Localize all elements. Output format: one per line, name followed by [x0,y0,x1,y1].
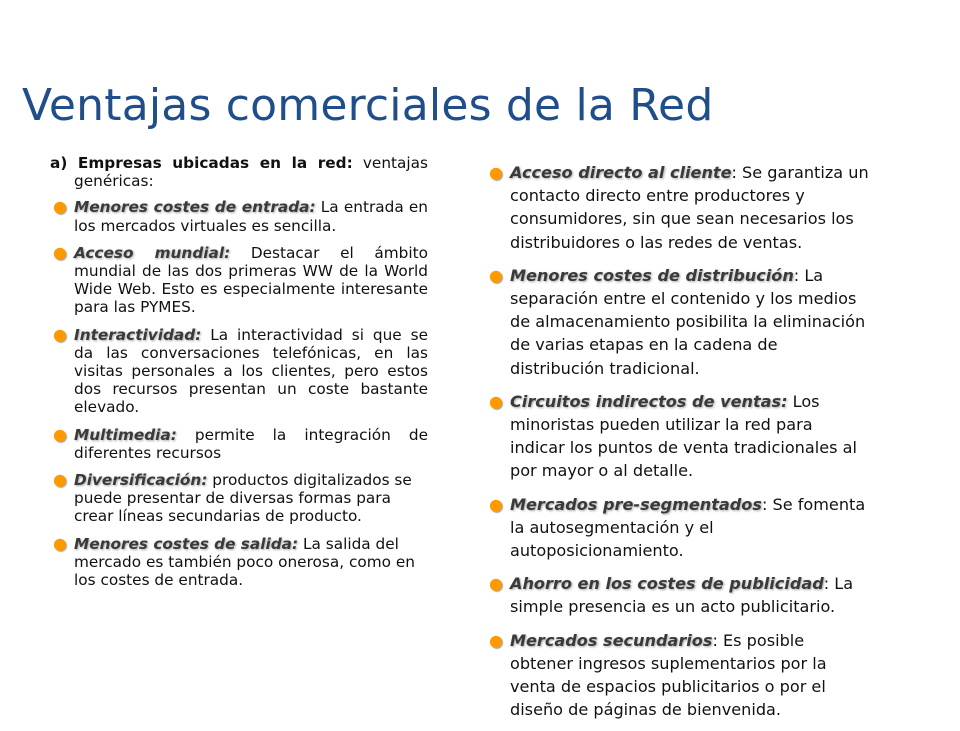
bullet-icon: ● [53,242,67,262]
bullet-icon: ● [53,533,67,553]
item-text: : La simple presencia es un acto publicitario. [510,574,854,617]
intro-lead: a) Empresas ubicadas en la red: [50,154,353,172]
item-term: Acceso mundial: [74,243,231,262]
item-term: Circuitos indirectos de ventas: [510,391,788,411]
item-text: La salida del mercado es también poco onerosa, como en los costes de entrada. [74,534,415,590]
item-text: La entrada en los mercados virtuales es sencilla. [74,198,428,235]
list-item [486,572,870,618]
bullet-icon: ● [489,574,503,594]
list-item [486,161,870,254]
item-term: Menores costes de distribución [510,265,794,285]
bullet-icon: ● [489,163,503,182]
list-item [50,198,428,234]
item-term: Mercados pre-segmentados [510,494,762,514]
list-item [50,471,428,526]
item-term: Diversificación: [74,471,208,490]
right-bullet-list [486,161,870,721]
left-column [50,154,428,598]
list-item [50,326,428,417]
intro-rest: ventajas genéricas: [74,154,428,191]
item-text: : Se fomenta la autosegmentación y el autoposicionamiento. [510,494,866,561]
item-text: Los minoristas pueden utilizar la red para indicar los puntos de venta tradicionales al por mayor o al detalle. [510,391,857,481]
list-item [50,535,428,590]
bullet-icon: ● [489,494,503,514]
bullet-icon: ● [489,265,503,285]
bullet-icon: ● [53,197,67,217]
item-text: : La separación entre el contenido y los medios de almacenamiento posibilita la eliminación de varias etapas en la cadena de distribución tradicional. [510,265,866,378]
item-term: Ahorro en los costes de publicidad [510,574,824,594]
item-term: Multimedia: [74,425,177,444]
slide-title: Ventajas comerciales de la Red [22,80,714,131]
list-item [486,390,870,483]
item-term: Interactividad: [74,325,202,344]
list-item [486,629,870,722]
list-item [486,493,870,563]
bullet-icon: ● [489,630,503,650]
item-text: permite la integración de diferentes recursos [74,425,428,462]
left-bullet-list [50,198,428,589]
item-text: productos digitalizados se puede presentar de diversas formas para crear líneas secundarias de producto. [74,471,412,526]
item-term: Menores costes de salida: [74,534,299,553]
right-column [486,161,870,731]
bullet-icon: ● [53,470,67,490]
item-term: Mercados secundarios [510,630,713,650]
list-item [50,244,428,317]
bullet-icon: ● [53,424,67,444]
list-item [486,264,870,380]
bullet-icon: ● [489,391,503,411]
item-text: La interactividad si que se da las conversaciones telefónicas, en las visitas personales a los clientes, pero estos dos recursos presentan un coste bastante elevado. [74,325,428,417]
item-term: Menores costes de entrada: [74,198,316,217]
list-item [50,426,428,462]
item-text: : Es posible obtener ingresos suplementarios por la venta de espacios publicitarios o por el diseño de páginas de bienvenida. [510,630,827,720]
item-text: : Se garantiza un contacto directo entre productores y consumidores, sin que sean necesarios los distribuidores o las redes de ventas. [510,163,869,252]
intro-paragraph [50,154,428,190]
bullet-icon: ● [53,324,67,344]
item-text: Destacar el ámbito mundial de las dos primeras WW de la World Wide Web. Esto es especialmente interesante para las PYMES. [74,243,428,317]
item-term: Acceso directo al cliente [510,163,732,182]
